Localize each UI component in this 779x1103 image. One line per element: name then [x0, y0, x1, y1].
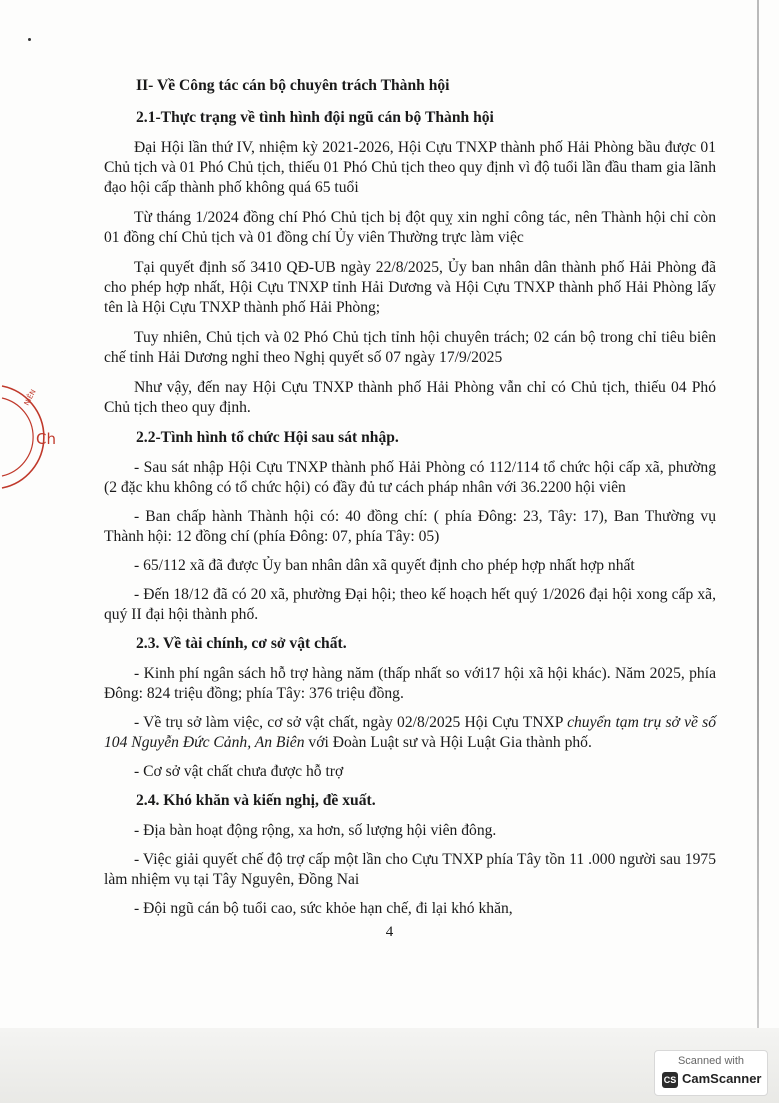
section-2-1-para-3: Tại quyết định số 3410 QĐ-UB ngày 22/8/2025, Ủy ban nhân dân thành phố Hải Phòng đã cho phép hợp nhất, Hội Cựu TNXP tỉnh Hải Dương và Hội Cựu TNXP thành phố Hải Phòng lấy tên là Hội Cựu TNXP thành phố Hải Phòng;: [104, 259, 716, 316]
camscanner-name: CamScanner: [682, 1071, 762, 1086]
section-2-4-title: 2.4. Khó khăn và kiến nghị, đề xuất.: [136, 792, 376, 809]
document-body: [104, 76, 716, 928]
page-number: 4: [385, 924, 394, 940]
section-2-3-para-3: - Cơ sở vật chất chưa được hỗ trợ: [134, 763, 344, 780]
page-edge-shadow: [757, 0, 759, 1030]
red-seal-stamp: [0, 382, 60, 492]
scanned-with-label: Scanned with: [677, 1055, 745, 1067]
section-2-3-title: 2.3. Về tài chính, cơ sở vật chất.: [136, 635, 347, 652]
section-2-title: II- Về Công tác cán bộ chuyên trách Thành hội: [136, 77, 450, 94]
camscanner-badge: [654, 1050, 768, 1096]
section-2-1-para-4: Tuy nhiên, Chủ tịch và 02 Phó Chủ tịch tỉnh hội chuyên trách; 02 cán bộ trong chỉ tiêu biên chế tỉnh Hải Dương nghỉ theo Nghị quyết số 07 ngày 17/9/2025: [104, 329, 716, 366]
section-2-2-para-2: - Ban chấp hành Thành hội có: 40 đồng chí: ( phía Đông: 23, Tây: 17), Ban Thường vụ Thành hội: 12 đồng chí (phía Đông: 07, phía Tây: 05): [104, 508, 716, 545]
section-2-1-para-1: Đại Hội lần thứ IV, nhiệm kỳ 2021-2026, Hội Cựu TNXP thành phố Hải Phòng bầu được 01 Chủ tịch và 01 Phó Chủ tịch, thiếu 01 Phó Chủ tịch theo quy định vì độ tuổi lần đầu tham gia lãnh đạo hội cấp thành phố không quá 65 tuổi: [104, 139, 717, 196]
section-2-4-para-3: - Đội ngũ cán bộ tuổi cao, sức khỏe hạn chế, đi lại khó khăn,: [134, 900, 513, 917]
section-2-4-para-1: - Địa bàn hoạt động rộng, xa hơn, số lượng hội viên đông.: [134, 822, 497, 839]
para-text-end: với Đoàn Luật sư và Hội Luật Gia thành phố.: [304, 734, 592, 751]
section-2-2-para-3: - 65/112 xã đã được Ủy ban nhân dân xã quyết định cho phép hợp nhất hợp nhất: [134, 557, 635, 574]
section-2-1-title: 2.1-Thực trạng về tình hình đội ngũ cán bộ Thành hội: [136, 109, 494, 126]
section-2-2-para-4: - Đến 18/12 đã có 20 xã, phường Đại hội; theo kế hoạch hết quý 1/2026 đại hội xong cấp xã, quý II đại hội thành phố.: [104, 586, 716, 623]
svg-text:NIÊN: NIÊN: [22, 388, 38, 407]
section-2-3-para-2: [104, 713, 716, 753]
para-text-start: - Về trụ sở làm việc, cơ sở vật chất, ngày 02/8/2025 Hội Cựu TNXP: [134, 714, 568, 731]
stamp-text: Ch: [36, 430, 56, 448]
section-2-2-title: 2.2-Tình hình tổ chức Hội sau sát nhập.: [136, 429, 399, 446]
section-2-3-para-1: - Kinh phí ngân sách hỗ trợ hàng năm (thấp nhất so với17 hội xã hội khác). Năm 2025, phía Đông: 824 triệu đồng; phía Tây: 376 triệu đồng.: [104, 665, 716, 702]
section-2-4-para-2: - Việc giải quyết chế độ trợ cấp một lần cho Cựu TNXP phía Tây tồn 11 .000 người sau 1975 làm nhiệm vụ tại Tây Nguyên, Đồng Nai: [104, 851, 716, 888]
section-2-1-para-2: Từ tháng 1/2024 đồng chí Phó Chủ tịch bị đột quỵ xin nghỉ công tác, nên Thành hội chỉ còn 01 đồng chí Chủ tịch và 01 đồng chí Ủy viên Thường trực làm việc: [104, 209, 716, 246]
section-2-1-para-5: Như vậy, đến nay Hội Cựu TNXP thành phố Hải Phòng vẫn chỉ có Chủ tịch, thiếu 04 Phó Chủ tịch theo quy định.: [104, 379, 716, 416]
camscanner-logo-icon: CS: [662, 1072, 678, 1088]
scan-speck: [28, 38, 31, 41]
para-text-italic: chuyển tạm trụ sở về số 104 Nguyễn Đức Cảnh, An Biên: [104, 714, 716, 751]
section-2-2-para-1: - Sau sát nhập Hội Cựu TNXP thành phố Hải Phòng có 112/114 tổ chức hội cấp xã, phường (2 đặc khu không có tổ chức hội) có đầy đủ tư cách pháp nhân với 36.2200 hội viên: [104, 459, 716, 496]
